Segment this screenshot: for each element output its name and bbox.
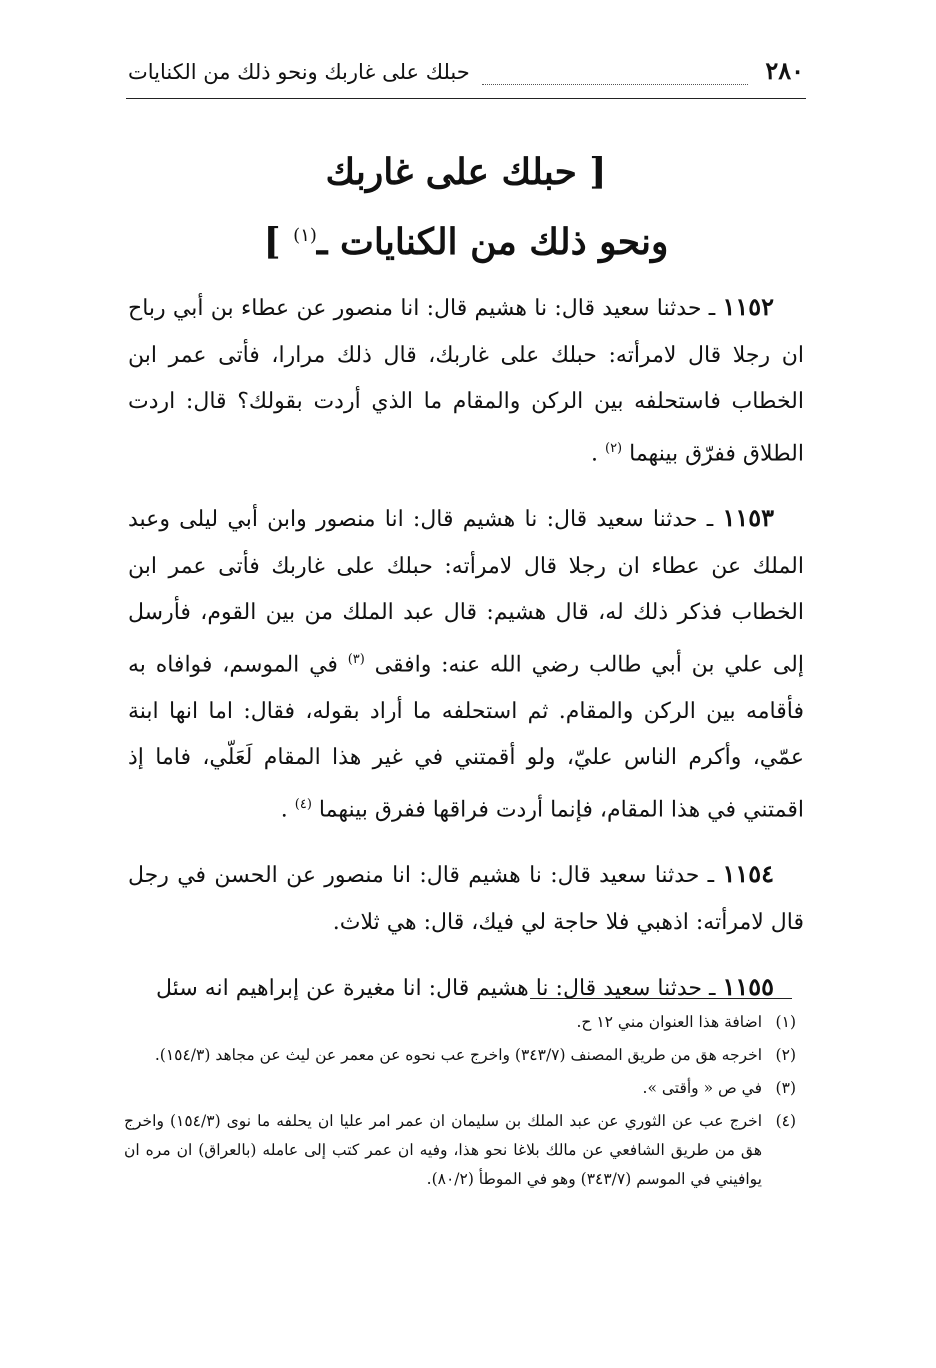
hadith-1155 — [128, 964, 804, 1013]
chapter-note-ref: (١) — [293, 225, 317, 246]
footnote-2 — [124, 1041, 796, 1070]
hadith-tail: . — [590, 440, 598, 466]
footnote-number: (٤) — [775, 1112, 797, 1130]
hadith-number: ١١٥٢ — [722, 292, 775, 321]
footnote-number: (١) — [775, 1013, 796, 1031]
dotted-leader — [482, 84, 748, 85]
footnote-number: (٣) — [775, 1079, 796, 1097]
footnote-1 — [124, 1008, 796, 1037]
page-number: ٢٨٠ — [765, 56, 804, 85]
footnote-text: اخرج عب عن الثوري عن عبد الملك بن سليمان ان عمر امر عليا ان يحلفه ما نوى (١٥٤/٣) واخرج هق من طريق الشافعي عن مالك بلاغا نحو هذا، وفيه ان عمر كتب إلى عامله (بالعراق) ان مره ان يوافيني في الموسم (٣٤٣/٧) وهو في الموطأ (٨٠/٢). — [124, 1112, 763, 1188]
footnote-number: (٢) — [775, 1046, 796, 1064]
hadith-text: ـ حدثنا سعيد قال: نا هشيم قال: انا منصور عن الحسن في رجل قال لامرأته: اذهبي فلا حاجة لي فيك، قال: هي ثلاث. — [128, 863, 804, 935]
footnote-ref: (٢) — [604, 440, 623, 456]
footnote-ref: (٤) — [294, 796, 312, 812]
hadith-text: ـ حدثنا سعيد قال: نا هشيم قال: انا مغيرة عن إبراهيم انه سئل — [156, 976, 716, 1002]
running-title: حبلك على غاربك ونحو ذلك من الكنايات — [128, 60, 470, 84]
footnote-text: في ص « وأقتى ». — [642, 1079, 762, 1097]
running-header — [128, 56, 804, 96]
footnote-4 — [124, 1107, 796, 1194]
footnote-3 — [124, 1074, 796, 1103]
footnote-text: اضافة هذا العنوان مني ١٢ ح. — [576, 1013, 762, 1031]
hadith-number: ١١٥٣ — [722, 503, 774, 533]
hadith-text-part-2: في الموسم، فوافاه به فأقامه بين الركن والمقام. ثم استحلفه ما أراد بقوله، فقال: اما انها ابنة عمّي، وأكرم الناس عليّ، ولو أقمتني في غير هذا المقام لَعَلّي، فاما إذ اقمتني في هذا المقام، فإنما أردت فراقها ففرق بينهما — [128, 652, 804, 822]
hadith-number: ١١٥٤ — [722, 859, 774, 889]
chapter-title-line-2 — [128, 204, 804, 274]
hadith-1152 — [128, 284, 804, 477]
hadith-number: ١١٥٥ — [722, 972, 774, 1002]
footnote-rule — [530, 998, 792, 999]
hadith-1153 — [128, 495, 804, 833]
hadith-tail: . — [280, 796, 288, 822]
footnote-text: اخرجه هق من طريق المصنف (٣٤٣/٧) واخرج عب نحوه عن معمر عن ليث عن مجاهد (١٥٤/٣). — [154, 1046, 762, 1064]
footnotes — [124, 1008, 796, 1198]
hadith-text-part-1: ـ حدثنا سعيد قال: نا هشيم قال: انا منصور وابن أبي ليلى وعبد الملك عن عطاء ان رجلا قال لامرأته: حبلك على غاربك فأتى عمر ابن الخطاب فذكر ذلك له، قال هشيم: قال عبد الملك من بين القوم، فأرسل إلى علي بن أبي طالب رضي الله عنه: وافقى — [128, 507, 804, 678]
hadith-text: ـ حدثنا سعيد قال: نا هشيم قال: انا منصور عن عطاء بن أبي رباح ان رجلا قال لامرأته: حبلك على غاربك، قال ذلك مرارا، فأتى عمر ابن الخطاب فاستحلفه بين الركن والمقام ما الذي أردت بقولك؟ قال: اردت الطلاق ففرّق بينهما — [128, 296, 804, 466]
chapter-title-line-2-text: ونحو ذلك من الكنايات ـ — [316, 221, 669, 263]
header-rule — [126, 98, 806, 99]
body-text — [128, 284, 804, 1031]
chapter-closing-bracket: ] — [263, 221, 281, 263]
hadith-1154 — [128, 851, 804, 946]
footnote-ref: (٣) — [347, 651, 365, 667]
chapter-title-line-1: [ حبلك على غاربك — [325, 151, 607, 193]
chapter-title — [128, 140, 804, 274]
